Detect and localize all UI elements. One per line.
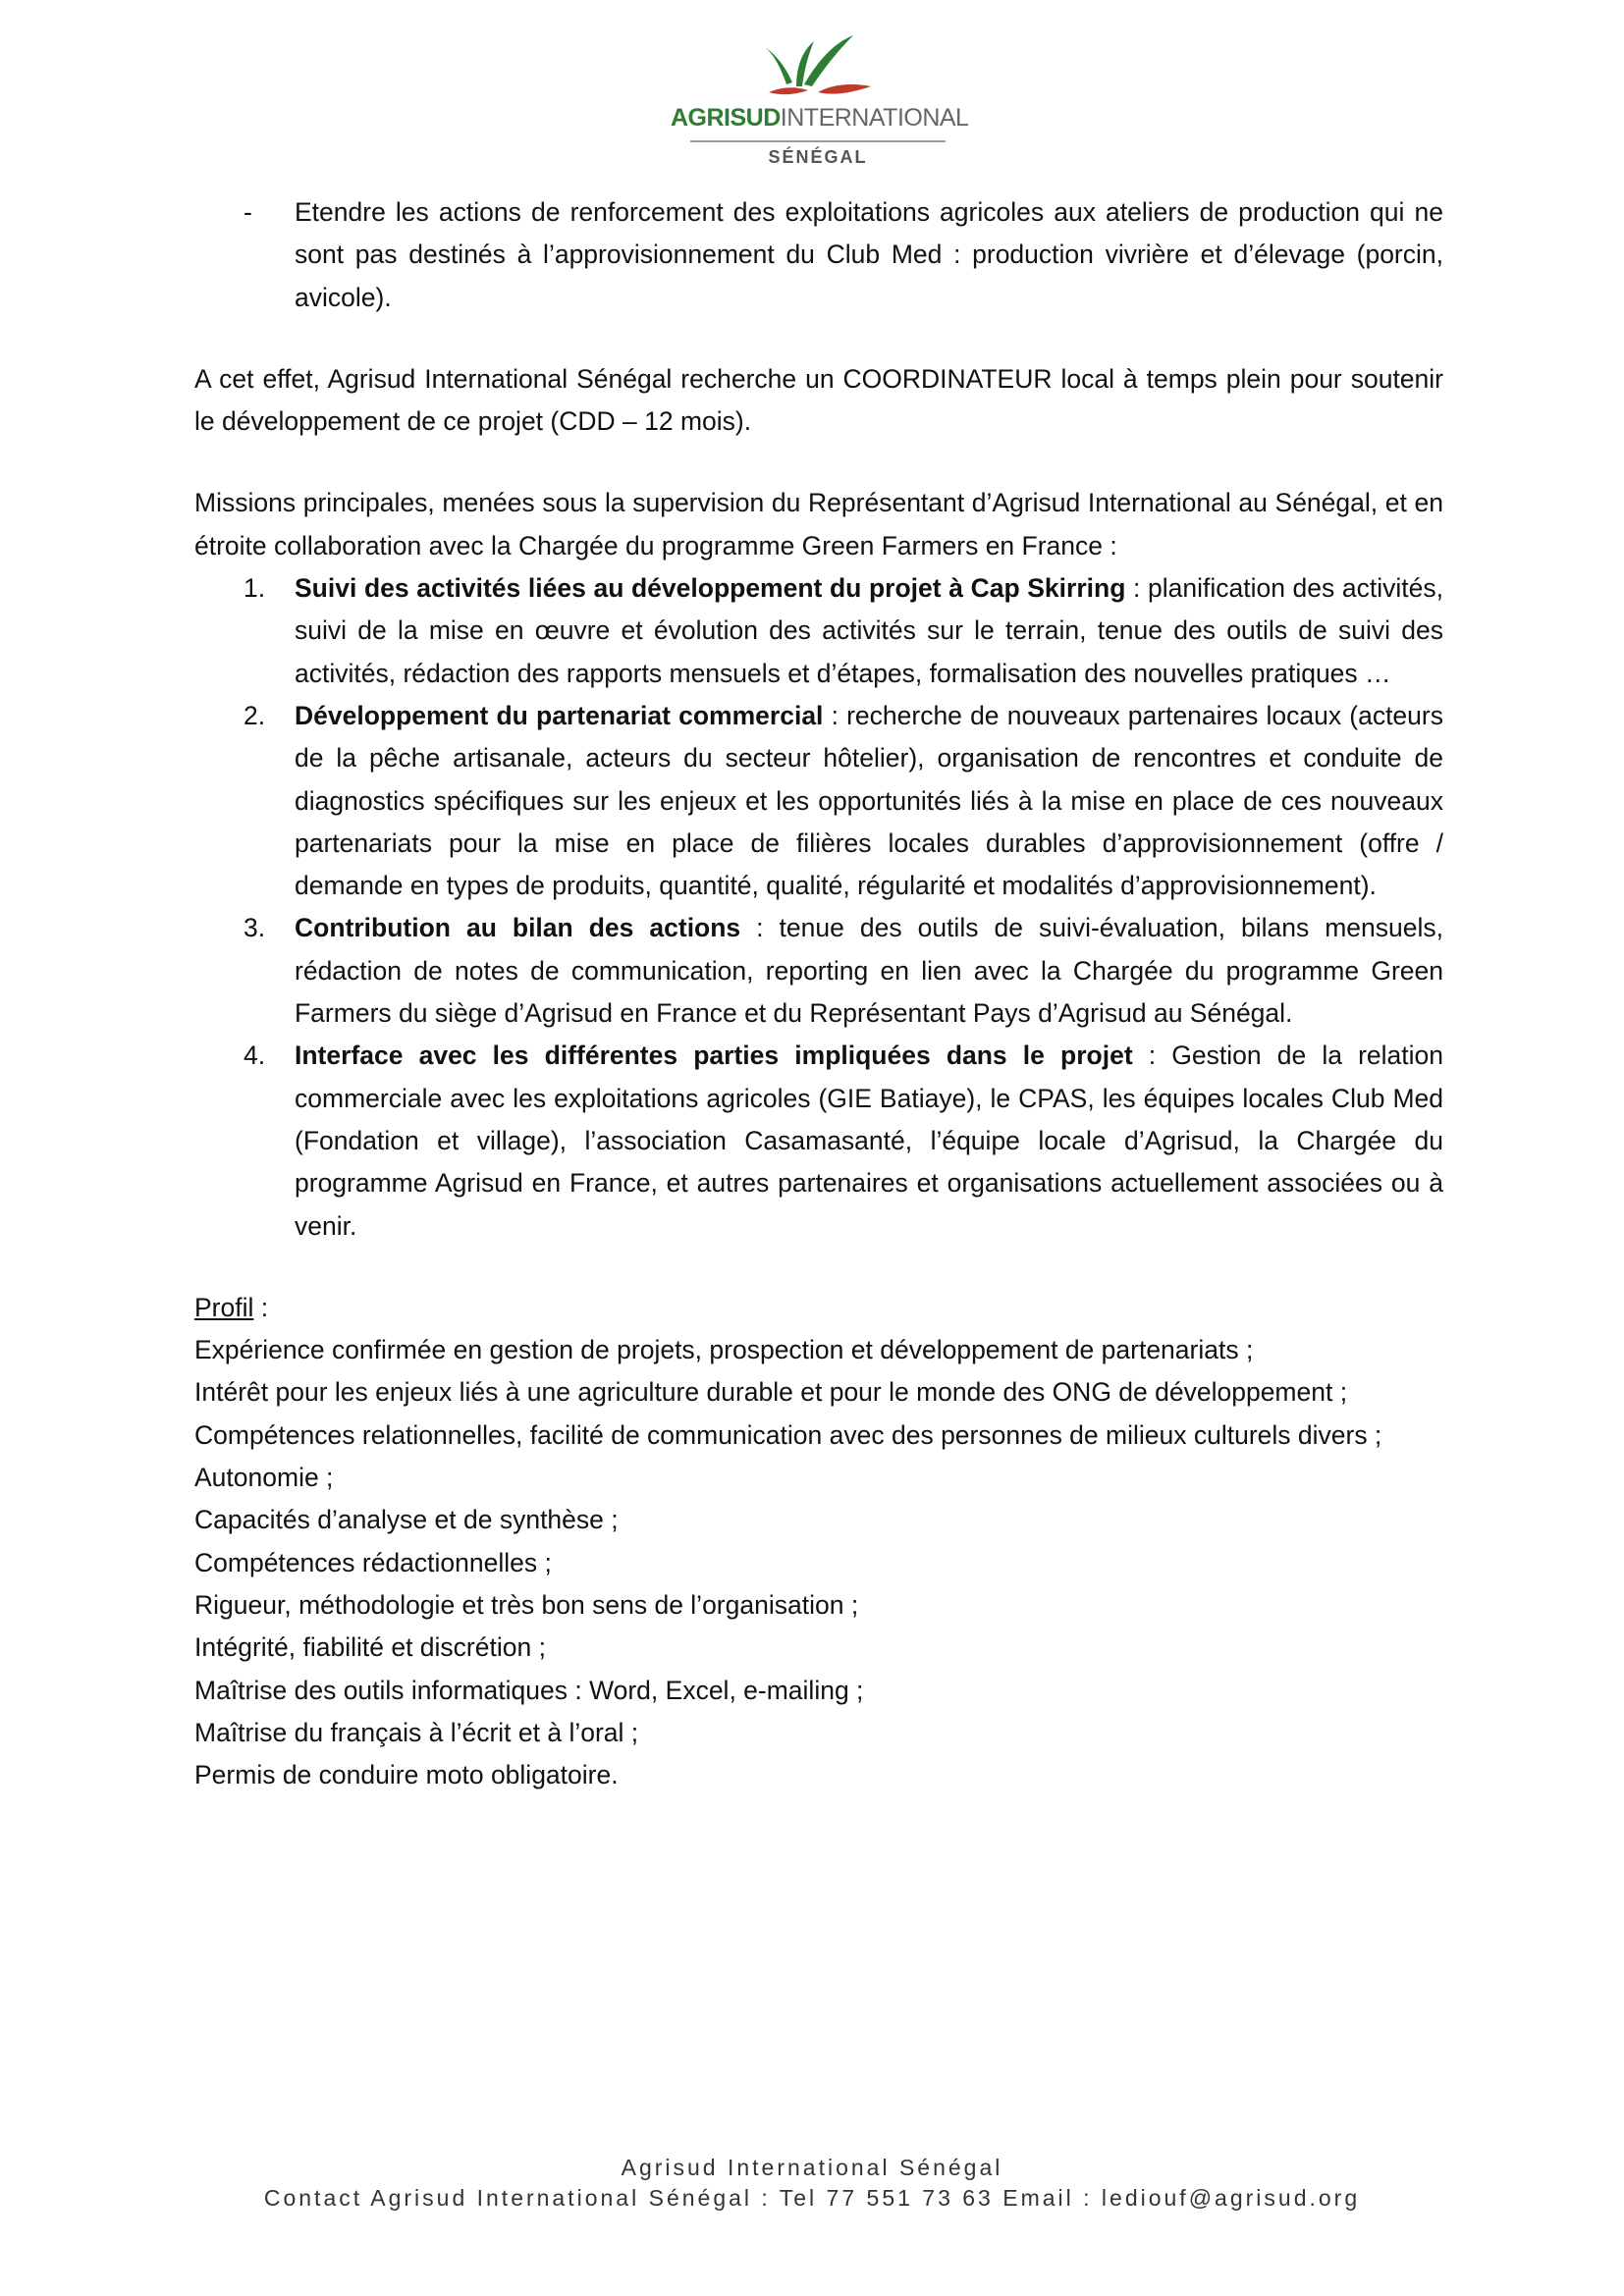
- footer-organization: Agrisud International Sénégal: [621, 2155, 1003, 2180]
- profil-item: Intégrité, fiabilité et discrétion ;: [194, 1632, 546, 1663]
- logo-wordmark: [671, 104, 969, 133]
- profil-heading-label: Profil: [194, 1292, 254, 1322]
- profil-item: Maîtrise des outils informatiques : Word, Excel, e-mailing ;: [194, 1675, 864, 1705]
- spacer: [194, 319, 1443, 358]
- profil-heading: [194, 1287, 1443, 1329]
- logo-wordmark-light: INTERNATIONAL: [780, 104, 969, 132]
- mission-title: Développement du partenariat commercial: [295, 700, 824, 730]
- mission-title: Interface avec les différentes parties impliquées dans le projet: [295, 1041, 1133, 1071]
- profil-item: Compétences rédactionnelles ;: [194, 1547, 552, 1577]
- dash-list-item: [194, 191, 1443, 319]
- mission-item: [194, 907, 1443, 1035]
- mission-title: Contribution au bilan des actions: [295, 913, 741, 943]
- mission-text: : planification des activités, suivi de la mise en œuvre et évolution des activités sur le terrain, tenue des outils de suivi des activités, rédaction des rapports mensuels et d’étapes, formalisation des nouvelles pratiques …: [295, 573, 1443, 688]
- mission-number: 2.: [244, 700, 266, 730]
- profil-item: Expérience confirmée en gestion de projets, prospection et développement de partenariats ;: [194, 1335, 1254, 1365]
- mission-text: : tenue des outils de suivi-évaluation, bilans mensuels, rédaction de notes de communication, reporting en lien avec la Chargée du programme Green Farmers du siège d’Agrisud en France et du Représentant Pays d’Agrisud au Sénégal.: [295, 913, 1443, 1029]
- dash-list-text: Etendre les actions de renforcement des exploitations agricoles aux ateliers de production qui ne sont pas destinés à l’approvisionnement du Club Med : production vivrière et d’élevage (porcin, avicole).: [295, 197, 1443, 312]
- profil-item: Rigueur, méthodologie et très bon sens de l’organisation ;: [194, 1589, 859, 1620]
- mission-number: 1.: [244, 573, 266, 604]
- logo-wordmark-bold: AGRISUD: [671, 104, 781, 132]
- profil-item: Autonomie ;: [194, 1463, 334, 1493]
- mission-item: [194, 567, 1443, 695]
- mission-item: [194, 1035, 1443, 1247]
- missions-intro-paragraph: Missions principales, menées sous la supervision du Représentant d’Agrisud International au Sénégal, et en étroite collaboration avec la Chargée du programme Green Farmers en France :: [194, 488, 1443, 561]
- profil-item: Maîtrise du français à l’écrit et à l’oral ;: [194, 1717, 639, 1747]
- profil-heading-suffix: :: [253, 1292, 269, 1322]
- effect-paragraph: A cet effet, Agrisud International Sénégal recherche un COORDINATEUR local à temps plein pour soutenir le développement de ce projet (CDD – 12 mois).: [194, 363, 1443, 437]
- document-body: [194, 191, 1443, 1796]
- footer-contact: Contact Agrisud International Sénégal : Tel 77 551 73 63 Email : lediouf@agrisud.org: [263, 2185, 1361, 2211]
- profil-item: Compétences relationnelles, facilité de communication avec des personnes de milieux culturels divers ;: [194, 1419, 1382, 1450]
- missions-list: [194, 567, 1443, 1248]
- mission-text: : recherche de nouveaux partenaires locaux (acteurs de la pêche artisanale, acteurs du secteur hôtelier), organisation de rencontres et conduite de diagnostics spécifiques sur les enjeux et les opportunités liés à la mise en place de ces nouveaux partenariats pour la mise en place de filières locales durables d’approvisionnement (offre / demande en types de produits, quantité, qualité, régularité et modalités d’approvisionnement).: [295, 700, 1443, 901]
- logo-subtitle: SÉNÉGAL: [768, 147, 868, 167]
- dash-bullet: -: [244, 197, 252, 227]
- profil-item: Capacités d’analyse et de synthèse ;: [194, 1505, 619, 1535]
- mission-number: 3.: [244, 913, 266, 943]
- spacer: [194, 443, 1443, 482]
- mission-number: 4.: [244, 1041, 266, 1071]
- logo-divider: [690, 140, 946, 142]
- spacer: [194, 1248, 1443, 1287]
- mission-item: [194, 695, 1443, 907]
- profil-item: Intérêt pour les enjeux liés à une agriculture durable et pour le monde des ONG de développement ;: [194, 1377, 1348, 1408]
- profil-item: Permis de conduire moto obligatoire.: [194, 1760, 619, 1790]
- mission-title: Suivi des activités liées au développement du projet à Cap Skirring: [295, 573, 1126, 604]
- agrisud-logo: [671, 18, 969, 185]
- leaves-icon: [671, 18, 965, 106]
- mission-text: : Gestion de la relation commerciale avec les exploitations agricoles (GIE Batiaye), le CPAS, les équipes locales Club Med (Fondation et village), l’association Casamasanté, l’équipe locale d’Agrisud, la Chargée du programme Agrisud en France, et autres partenaires et organisations actuellement associées ou à venir.: [295, 1041, 1443, 1241]
